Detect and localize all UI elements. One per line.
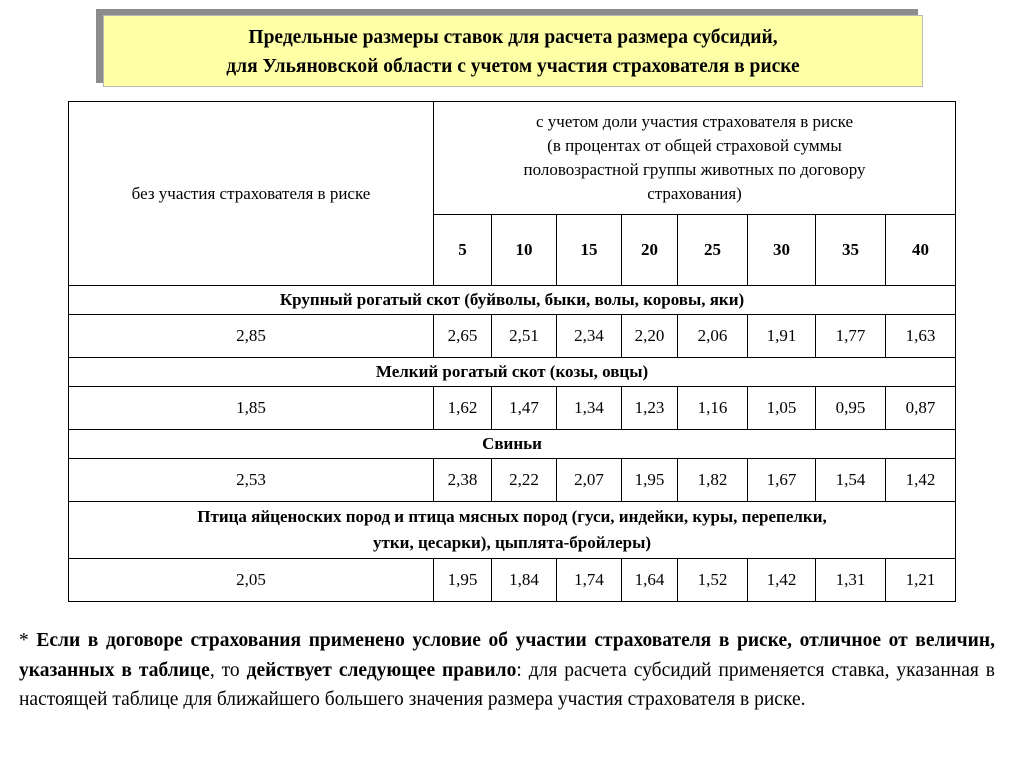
rate-cell: 1,95 bbox=[434, 559, 492, 602]
rate-cell: 1,67 bbox=[748, 459, 816, 502]
category-row-poultry bbox=[69, 502, 956, 559]
footnote-bold-rule: действует следующее правило bbox=[246, 659, 517, 681]
header-right-line: половозрастной группы животных по договору bbox=[523, 159, 866, 179]
rate-cell: 2,20 bbox=[622, 315, 678, 358]
rate-cell: 1,77 bbox=[816, 315, 886, 358]
rate-cell: 2,34 bbox=[557, 315, 622, 358]
rate-cell: 2,22 bbox=[492, 459, 557, 502]
percent-header-cell: 35 bbox=[816, 214, 886, 285]
rate-cell: 1,21 bbox=[886, 559, 956, 602]
base-rate-cell: 2,05 bbox=[69, 559, 434, 602]
rate-cell: 1,31 bbox=[816, 559, 886, 602]
base-rate-cell: 2,53 bbox=[69, 459, 434, 502]
category-row-cattle: Крупный рогатый скот (буйволы, быки, волы, коровы, яки) bbox=[69, 286, 956, 315]
footnote bbox=[19, 626, 995, 715]
rate-cell: 1,52 bbox=[678, 559, 748, 602]
base-rate-cell: 2,85 bbox=[69, 315, 434, 358]
percent-header-cell: 20 bbox=[622, 214, 678, 285]
rate-cell: 1,42 bbox=[748, 559, 816, 602]
category-line: утки, цесарки), цыплята-бройлеры) bbox=[373, 533, 652, 552]
rate-cell: 0,87 bbox=[886, 387, 956, 430]
percent-header-cell: 15 bbox=[557, 214, 622, 285]
subsidy-rates-table bbox=[68, 101, 956, 602]
rate-cell: 1,42 bbox=[886, 459, 956, 502]
rate-cell: 1,91 bbox=[748, 315, 816, 358]
rate-cell: 1,54 bbox=[816, 459, 886, 502]
footnote-bold-condition: Если в договоре страхования применено условие об участии страхователя в риске, отличное от величин, указанных в таблице bbox=[19, 630, 995, 681]
rate-cell: 1,62 bbox=[434, 387, 492, 430]
rate-cell: 1,34 bbox=[557, 387, 622, 430]
header-right-line: с учетом доли участия страхователя в риске bbox=[535, 111, 854, 131]
base-rate-cell: 1,85 bbox=[69, 387, 434, 430]
footnote-text: : для расчета субсидий применяется ставка, указанная в настоящей таблице для ближайшего большего значения размера участия страхователя в риске. bbox=[19, 659, 995, 710]
percent-header-cell: 25 bbox=[678, 214, 748, 285]
header-right-line: (в процентах от общей страховой суммы bbox=[547, 135, 842, 155]
category-row-small-ruminants: Мелкий рогатый скот (козы, овцы) bbox=[69, 358, 956, 387]
percent-header-cell: 5 bbox=[434, 214, 492, 285]
table-row bbox=[69, 559, 956, 602]
percent-header-cell: 10 bbox=[492, 214, 557, 285]
header-with-participation bbox=[434, 102, 956, 215]
title-box bbox=[103, 15, 923, 87]
rate-cell: 1,84 bbox=[492, 559, 557, 602]
rate-cell: 1,95 bbox=[622, 459, 678, 502]
percent-header-cell: 30 bbox=[748, 214, 816, 285]
table-row bbox=[69, 315, 956, 358]
title-line-1: Предельные размеры ставок для расчета размера субсидий, bbox=[248, 27, 778, 48]
table-row bbox=[69, 387, 956, 430]
rate-cell: 0,95 bbox=[816, 387, 886, 430]
rate-cell: 1,82 bbox=[678, 459, 748, 502]
title-line-2: для Ульяновской области с учетом участия страхователя в риске bbox=[226, 56, 800, 77]
rate-cell: 1,63 bbox=[886, 315, 956, 358]
footnote-star: * bbox=[19, 630, 37, 651]
rate-cell: 1,23 bbox=[622, 387, 678, 430]
rate-cell: 1,16 bbox=[678, 387, 748, 430]
rate-cell: 1,64 bbox=[622, 559, 678, 602]
rate-cell: 1,74 bbox=[557, 559, 622, 602]
category-line: Птица яйценоских пород и птица мясных пород (гуси, индейки, куры, перепелки, bbox=[197, 507, 827, 526]
rate-cell: 2,07 bbox=[557, 459, 622, 502]
category-row-pigs: Свиньи bbox=[69, 430, 956, 459]
rate-cell: 1,47 bbox=[492, 387, 557, 430]
rate-cell: 2,65 bbox=[434, 315, 492, 358]
rate-cell: 2,51 bbox=[492, 315, 557, 358]
table-row bbox=[69, 459, 956, 502]
percent-header-cell: 40 bbox=[886, 214, 956, 285]
rate-cell: 1,05 bbox=[748, 387, 816, 430]
rate-cell: 2,38 bbox=[434, 459, 492, 502]
footnote-text: , то bbox=[209, 659, 247, 681]
rate-cell: 2,06 bbox=[678, 315, 748, 358]
header-without-participation: без участия страхователя в риске bbox=[69, 102, 434, 286]
header-right-line: страхования) bbox=[647, 183, 742, 203]
